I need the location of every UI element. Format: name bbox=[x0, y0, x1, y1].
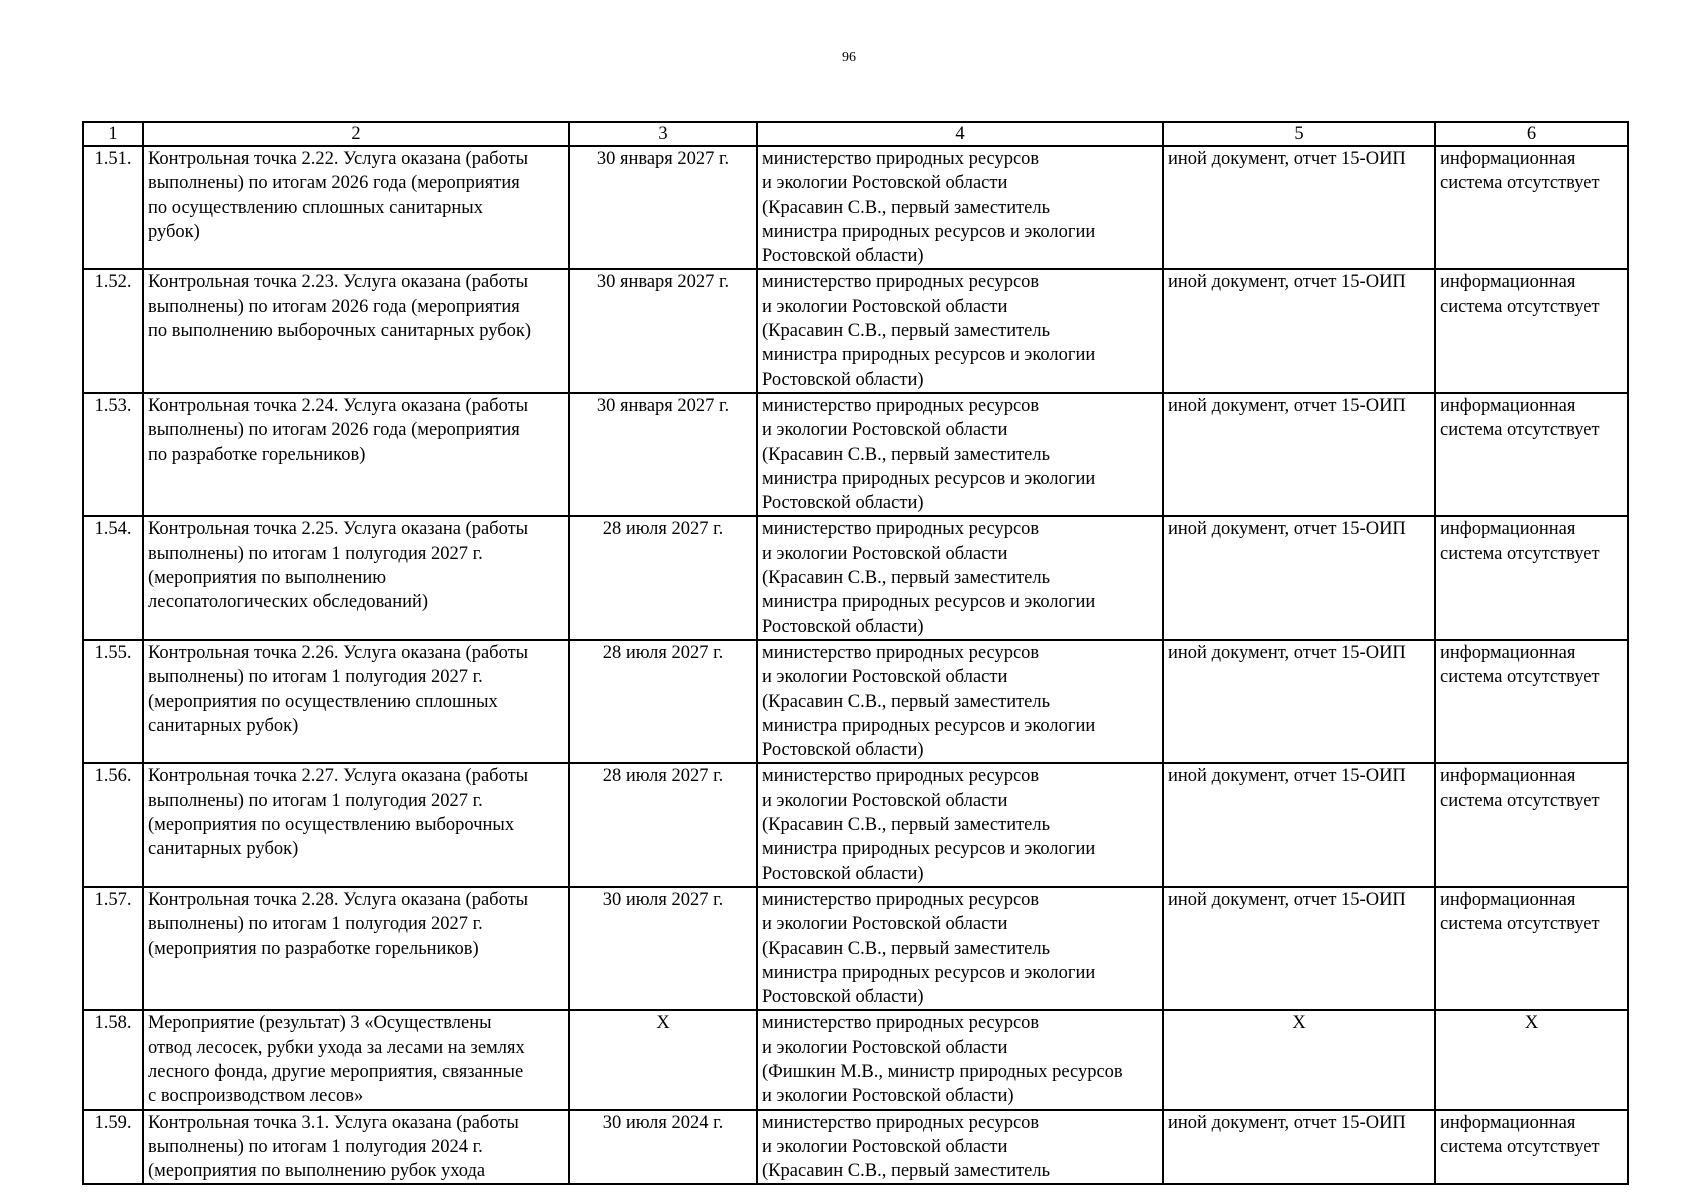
row-title-line: с воспроизводством лесов» bbox=[148, 1086, 364, 1107]
row-responsible bbox=[757, 640, 1163, 763]
row-title bbox=[143, 887, 569, 1010]
row-date: 30 января 2027 г. bbox=[569, 146, 757, 269]
row-title-line: Контрольная точка 2.27. Услуга оказана (работы bbox=[148, 766, 529, 787]
row-responsible-line: (Красавин С.В., первый заместитель bbox=[762, 1161, 1051, 1182]
row-system-line: система отсутствует bbox=[1440, 296, 1600, 317]
table-row bbox=[83, 763, 1628, 886]
row-title bbox=[143, 146, 569, 269]
row-number: 1.56. bbox=[83, 763, 143, 886]
row-title-line: лесного фонда, другие мероприятия, связанные bbox=[148, 1061, 524, 1082]
row-system-line: информационная bbox=[1440, 149, 1576, 169]
row-responsible-line: министерство природных ресурсов bbox=[762, 1013, 1040, 1034]
row-responsible-line: Ростовской области) bbox=[762, 493, 924, 514]
row-responsible-line: министерство природных ресурсов bbox=[762, 519, 1040, 540]
row-date: 30 января 2027 г. bbox=[569, 393, 757, 516]
row-responsible-line: и экологии Ростовской области bbox=[762, 1037, 1008, 1058]
row-document: иной документ, отчет 15-ОИП bbox=[1163, 763, 1435, 886]
row-responsible-line: и экологии Ростовской области bbox=[762, 420, 1008, 441]
row-document: Х bbox=[1163, 1010, 1435, 1109]
row-date: 28 июля 2027 г. bbox=[569, 640, 757, 763]
row-responsible-line: Ростовской области) bbox=[762, 987, 924, 1008]
row-document: иной документ, отчет 15-ОИП bbox=[1163, 269, 1435, 392]
row-title-line: выполнены) по итогам 1 полугодия 2024 г. bbox=[148, 1136, 483, 1157]
row-number: 1.55. bbox=[83, 640, 143, 763]
row-responsible-line: (Красавин С.В., первый заместитель bbox=[762, 938, 1051, 959]
row-system-line: информационная bbox=[1440, 395, 1576, 416]
row-system-line: система отсутствует bbox=[1440, 790, 1600, 811]
row-title-line: выполнены) по итогам 2026 года (мероприятия bbox=[148, 420, 520, 441]
row-responsible-line: министра природных ресурсов и экологии bbox=[762, 715, 1096, 736]
row-date: 28 июля 2027 г. bbox=[569, 763, 757, 886]
row-responsible-line: и экологии Ростовской области bbox=[762, 296, 1008, 317]
row-title-line: (мероприятия по осуществлению выборочных bbox=[148, 815, 515, 836]
row-responsible bbox=[757, 887, 1163, 1010]
row-responsible-line: и экологии Ростовской области bbox=[762, 543, 1008, 564]
row-title-line: выполнены) по итогам 1 полугодия 2027 г. bbox=[148, 667, 483, 688]
row-title-line: отвод лесосек, рубки ухода за лесами на землях bbox=[148, 1037, 525, 1058]
row-title-line: Контрольная точка 2.28. Услуга оказана (работы bbox=[148, 889, 529, 910]
row-number: 1.54. bbox=[83, 516, 143, 639]
row-title-line: лесопатологических обследований) bbox=[148, 592, 429, 613]
row-responsible-line: и экологии Ростовской области bbox=[762, 667, 1008, 688]
row-system-line: система отсутствует bbox=[1440, 173, 1600, 194]
row-system-line: информационная bbox=[1440, 272, 1576, 293]
row-system-line: система отсутствует bbox=[1440, 543, 1600, 564]
row-title-line: рубок) bbox=[148, 221, 200, 242]
row-responsible-line: и экологии Ростовской области bbox=[762, 1136, 1008, 1157]
row-responsible-line: министерство природных ресурсов bbox=[762, 1112, 1040, 1133]
row-system-line: информационная bbox=[1440, 766, 1576, 787]
row-responsible-line: министра природных ресурсов и экологии bbox=[762, 962, 1096, 983]
row-title bbox=[143, 1110, 569, 1185]
column-header: 3 bbox=[569, 122, 757, 146]
row-responsible-line: и экологии Ростовской области bbox=[762, 173, 1008, 194]
row-responsible-line: министерство природных ресурсов bbox=[762, 149, 1040, 169]
table-row bbox=[83, 516, 1628, 639]
row-title-line: выполнены) по итогам 2026 года (мероприятия bbox=[148, 173, 520, 194]
table-row bbox=[83, 393, 1628, 516]
row-title-line: выполнены) по итогам 2026 года (мероприятия bbox=[148, 296, 520, 317]
row-number: 1.53. bbox=[83, 393, 143, 516]
row-responsible bbox=[757, 393, 1163, 516]
row-system bbox=[1435, 763, 1628, 886]
row-number: 1.52. bbox=[83, 269, 143, 392]
row-system-line: информационная bbox=[1440, 519, 1576, 540]
row-system-line: информационная bbox=[1440, 642, 1576, 663]
row-system-line: информационная bbox=[1440, 889, 1576, 910]
row-title-line: Контрольная точка 3.1. Услуга оказана (работы bbox=[148, 1112, 519, 1133]
row-responsible-line: Ростовской области) bbox=[762, 246, 924, 267]
row-responsible-line: (Красавин С.В., первый заместитель bbox=[762, 197, 1051, 218]
row-document: иной документ, отчет 15-ОИП bbox=[1163, 1110, 1435, 1185]
row-responsible-line: министра природных ресурсов и экологии bbox=[762, 221, 1096, 242]
row-title bbox=[143, 763, 569, 886]
row-title-line: по осуществлению сплошных санитарных bbox=[148, 197, 483, 218]
row-title-line: по разработке горельников) bbox=[148, 444, 366, 465]
row-title bbox=[143, 393, 569, 516]
row-responsible-line: и экологии Ростовской области bbox=[762, 914, 1008, 935]
row-responsible bbox=[757, 1110, 1163, 1185]
row-responsible-line: министра природных ресурсов и экологии bbox=[762, 468, 1096, 489]
table-row bbox=[83, 146, 1628, 269]
row-responsible-line: министерство природных ресурсов bbox=[762, 766, 1040, 787]
control-points-table bbox=[82, 121, 1629, 1185]
row-responsible-line: министра природных ресурсов и экологии bbox=[762, 345, 1096, 366]
row-responsible-line: (Красавин С.В., первый заместитель bbox=[762, 691, 1051, 712]
row-document: иной документ, отчет 15-ОИП bbox=[1163, 146, 1435, 269]
row-responsible bbox=[757, 763, 1163, 886]
row-date: 30 июля 2024 г. bbox=[569, 1110, 757, 1185]
row-title-line: (мероприятия по выполнению bbox=[148, 568, 387, 589]
table-row bbox=[83, 269, 1628, 392]
row-responsible-line: Ростовской области) bbox=[762, 369, 924, 390]
row-responsible-line: и экологии Ростовской области) bbox=[762, 1086, 1014, 1107]
row-date: 30 июля 2027 г. bbox=[569, 887, 757, 1010]
row-number: 1.51. bbox=[83, 146, 143, 269]
row-system bbox=[1435, 887, 1628, 1010]
row-system bbox=[1435, 269, 1628, 392]
row-number: 1.59. bbox=[83, 1110, 143, 1185]
row-responsible-line: (Красавин С.В., первый заместитель bbox=[762, 815, 1051, 836]
row-system bbox=[1435, 1110, 1628, 1185]
row-responsible-line: Ростовской области) bbox=[762, 740, 924, 761]
row-document: иной документ, отчет 15-ОИП bbox=[1163, 640, 1435, 763]
table-row bbox=[83, 1110, 1628, 1185]
row-title-line: выполнены) по итогам 1 полугодия 2027 г. bbox=[148, 543, 483, 564]
table-row bbox=[83, 1010, 1628, 1109]
row-responsible bbox=[757, 1010, 1163, 1109]
row-system bbox=[1435, 1010, 1628, 1109]
row-title-line: Контрольная точка 2.24. Услуга оказана (работы bbox=[148, 395, 529, 416]
row-title-line: (мероприятия по разработке горельников) bbox=[148, 938, 479, 959]
row-title-line: Контрольная точка 2.22. Услуга оказана (работы bbox=[148, 149, 529, 169]
row-responsible bbox=[757, 269, 1163, 392]
row-responsible-line: (Фишкин М.В., министр природных ресурсов bbox=[762, 1061, 1123, 1082]
row-number: 1.58. bbox=[83, 1010, 143, 1109]
row-system-line: система отсутствует bbox=[1440, 1136, 1600, 1157]
row-responsible bbox=[757, 146, 1163, 269]
row-title-line: выполнены) по итогам 1 полугодия 2027 г. bbox=[148, 914, 483, 935]
column-header: 6 bbox=[1435, 122, 1628, 146]
row-title-line: Мероприятие (результат) 3 «Осуществлены bbox=[148, 1013, 492, 1034]
table-header-row bbox=[83, 122, 1628, 146]
row-system-line: система отсутствует bbox=[1440, 420, 1600, 441]
row-responsible-line: (Красавин С.В., первый заместитель bbox=[762, 444, 1051, 465]
row-responsible-line: министерство природных ресурсов bbox=[762, 272, 1040, 293]
row-date: Х bbox=[569, 1010, 757, 1109]
column-header: 1 bbox=[83, 122, 143, 146]
row-document: иной документ, отчет 15-ОИП bbox=[1163, 393, 1435, 516]
row-responsible-line: и экологии Ростовской области bbox=[762, 790, 1008, 811]
table-row bbox=[83, 887, 1628, 1010]
row-responsible-line: министерство природных ресурсов bbox=[762, 395, 1040, 416]
row-title-line: Контрольная точка 2.26. Услуга оказана (работы bbox=[148, 642, 529, 663]
row-title-line: Контрольная точка 2.25. Услуга оказана (работы bbox=[148, 519, 529, 540]
row-title-line: санитарных рубок) bbox=[148, 839, 299, 860]
row-title bbox=[143, 1010, 569, 1109]
row-document: иной документ, отчет 15-ОИП bbox=[1163, 887, 1435, 1010]
row-responsible bbox=[757, 516, 1163, 639]
row-title bbox=[143, 269, 569, 392]
row-date: 28 июля 2027 г. bbox=[569, 516, 757, 639]
row-title-line: (мероприятия по осуществлению сплошных bbox=[148, 691, 498, 712]
row-title-line: (мероприятия по выполнению рубок ухода bbox=[148, 1161, 486, 1182]
row-document: иной документ, отчет 15-ОИП bbox=[1163, 516, 1435, 639]
row-title-line: санитарных рубок) bbox=[148, 715, 299, 736]
row-title bbox=[143, 516, 569, 639]
row-system bbox=[1435, 146, 1628, 269]
row-system bbox=[1435, 393, 1628, 516]
column-header: 5 bbox=[1163, 122, 1435, 146]
column-header: 2 bbox=[143, 122, 569, 146]
row-responsible-line: Ростовской области) bbox=[762, 616, 924, 637]
page-number: 96 bbox=[842, 50, 856, 65]
row-number: 1.57. bbox=[83, 887, 143, 1010]
row-responsible-line: министра природных ресурсов и экологии bbox=[762, 592, 1096, 613]
row-responsible-line: (Красавин С.В., первый заместитель bbox=[762, 568, 1051, 589]
row-system-line: Х bbox=[1524, 1013, 1539, 1034]
column-header: 4 bbox=[757, 122, 1163, 146]
row-title-line: выполнены) по итогам 1 полугодия 2027 г. bbox=[148, 790, 483, 811]
row-responsible-line: (Красавин С.В., первый заместитель bbox=[762, 321, 1051, 342]
row-system-line: система отсутствует bbox=[1440, 667, 1600, 688]
row-system-line: система отсутствует bbox=[1440, 914, 1600, 935]
row-responsible-line: министерство природных ресурсов bbox=[762, 642, 1040, 663]
row-system bbox=[1435, 640, 1628, 763]
row-title-line: по выполнению выборочных санитарных рубок) bbox=[148, 321, 532, 342]
row-date: 30 января 2027 г. bbox=[569, 269, 757, 392]
row-responsible-line: Ростовской области) bbox=[762, 863, 924, 884]
row-system bbox=[1435, 516, 1628, 639]
row-title-line: Контрольная точка 2.23. Услуга оказана (работы bbox=[148, 272, 529, 293]
table-row bbox=[83, 640, 1628, 763]
row-title bbox=[143, 640, 569, 763]
row-responsible-line: министерство природных ресурсов bbox=[762, 889, 1040, 910]
row-system-line: информационная bbox=[1440, 1112, 1576, 1133]
row-responsible-line: министра природных ресурсов и экологии bbox=[762, 839, 1096, 860]
